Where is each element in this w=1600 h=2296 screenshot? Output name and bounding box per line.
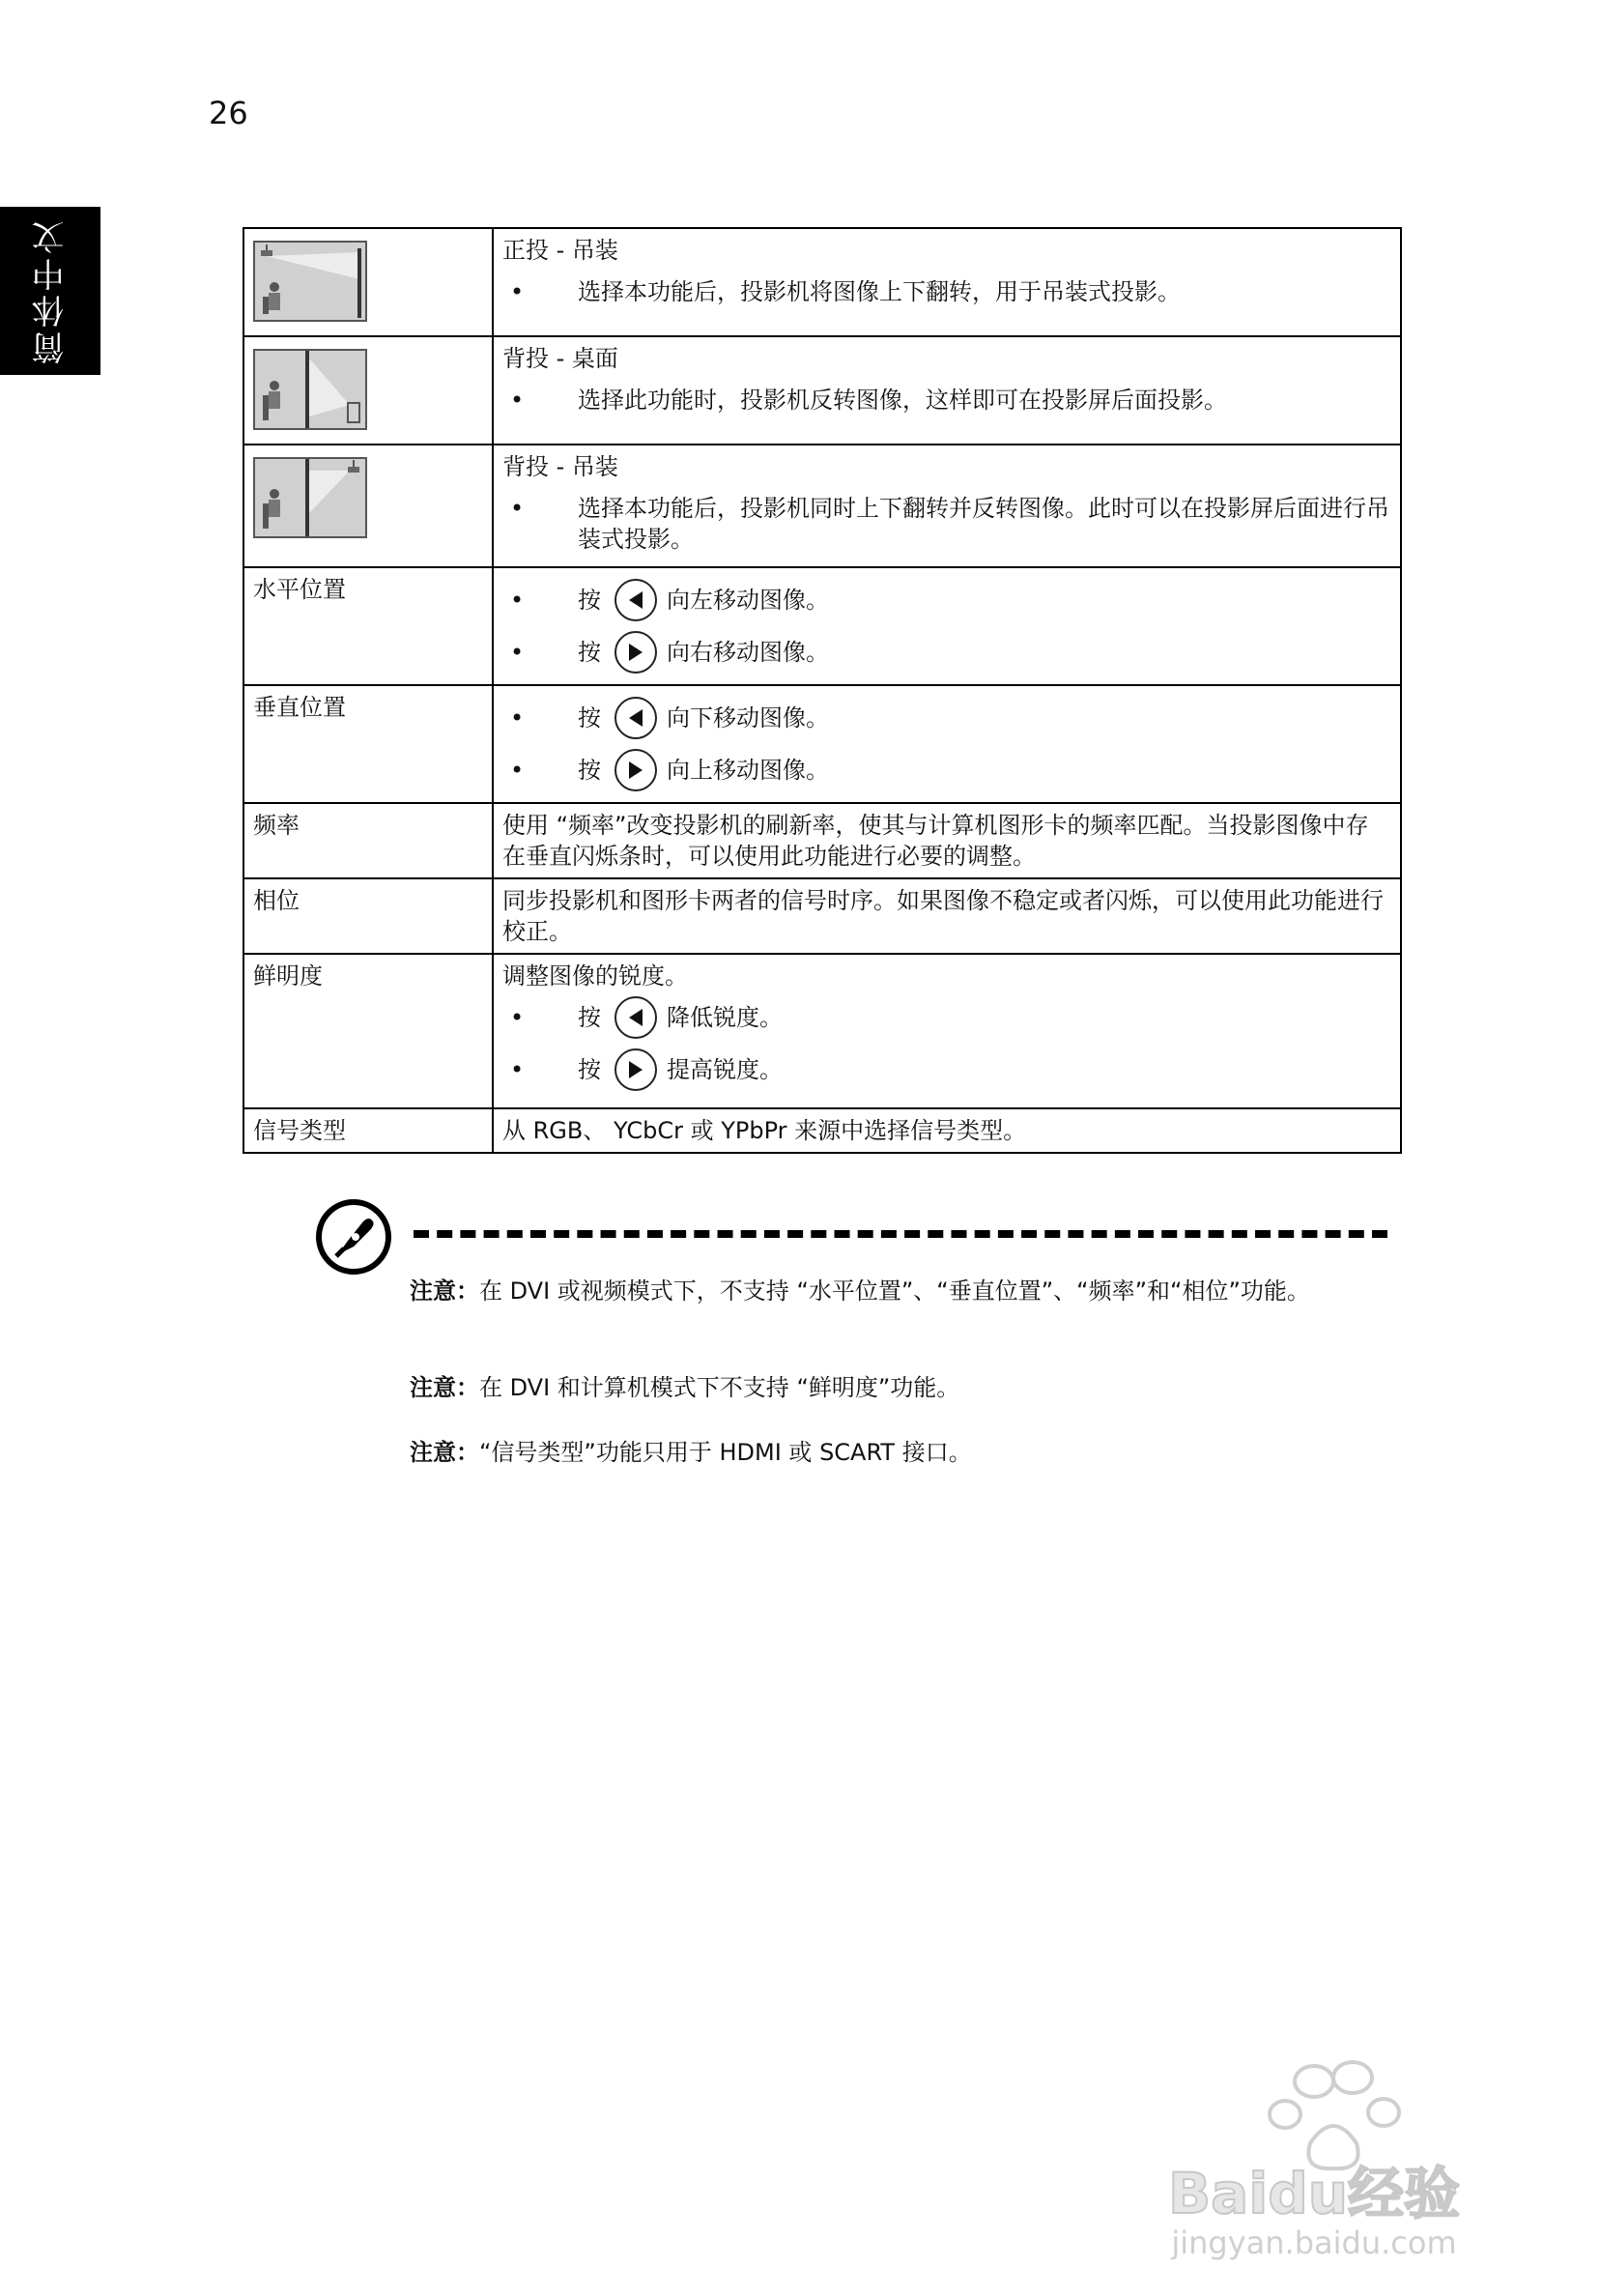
baidu-watermark-logo (1111, 2039, 1517, 2261)
bullet: • (510, 704, 525, 732)
sharpness-inc-text: 提高锐度。 (667, 1056, 783, 1083)
note-label: 注意： (410, 1439, 479, 1466)
row-rear-ceiling (243, 445, 1401, 567)
press-label: 按 (578, 639, 601, 666)
note-3 (410, 1435, 1376, 1470)
v-position-up-text: 向上移动图像。 (667, 757, 829, 784)
note-pen-icon (315, 1198, 392, 1276)
sharpness-desc: 调整图像的锐度。 (502, 962, 688, 990)
row-frequency (243, 803, 1401, 878)
sharpness-dec-text: 降低锐度。 (667, 1004, 783, 1031)
note-2-text: 在 DVI 和计算机模式下不支持 “鲜明度”功能。 (479, 1374, 960, 1401)
watermark-url: jingyan.baidu.com (1171, 2224, 1457, 2261)
v-position-down-text: 向下移动图像。 (667, 704, 829, 732)
right-arrow-icon (614, 631, 657, 674)
phase-desc: 同步投影机和图形卡两者的信号时序。如果图像不稳定或者闪烁，可以使用此功能进行校正。 (493, 878, 1401, 954)
note-1 (410, 1274, 1376, 1308)
phase-label: 相位 (243, 878, 493, 954)
rear-desktop-projection-icon (253, 349, 367, 430)
settings-table (243, 227, 1402, 1154)
press-label: 按 (578, 587, 601, 614)
watermark-brand: Baidu经验 (1167, 2161, 1461, 2226)
bullet: • (510, 1004, 525, 1031)
h-position-label: 水平位置 (243, 567, 493, 685)
note-divider (414, 1230, 1387, 1238)
row-ceiling-front (243, 228, 1401, 336)
right-arrow-icon (614, 1048, 657, 1091)
signal-type-label: 信号类型 (243, 1108, 493, 1153)
rear-desktop-title: 背投 - 桌面 (502, 345, 618, 372)
rear-ceiling-title: 背投 - 吊装 (502, 453, 618, 480)
right-arrow-icon (614, 749, 657, 791)
bullet: • (510, 587, 525, 614)
note-3-text: “信号类型”功能只用于 HDMI 或 SCART 接口。 (479, 1439, 972, 1466)
rear-ceiling-projection-icon (253, 457, 367, 538)
row-phase (243, 878, 1401, 954)
row-rear-desktop (243, 336, 1401, 445)
bullet: • (510, 495, 525, 522)
row-v-position (243, 685, 1401, 803)
press-label: 按 (578, 757, 601, 784)
bullet: • (510, 639, 525, 666)
v-position-label: 垂直位置 (243, 685, 493, 803)
bullet: • (510, 757, 525, 784)
left-arrow-icon (614, 697, 657, 739)
note-1-text: 在 DVI 或视频模式下，不支持 “水平位置”、“垂直位置”、“频率”和“相位”功能。 (479, 1277, 1310, 1305)
rear-ceiling-desc: 选择本功能后，投影机同时上下翻转并反转图像。此时可以在投影屏后面进行吊装式投影。 (578, 495, 1389, 553)
h-position-right-text: 向右移动图像。 (667, 639, 829, 666)
note-label: 注意： (410, 1277, 479, 1305)
left-arrow-icon (614, 579, 657, 621)
row-sharpness (243, 954, 1401, 1108)
row-h-position (243, 567, 1401, 685)
frequency-desc: 使用 “频率”改变投影机的刷新率，使其与计算机图形卡的频率匹配。当投影图像中存在垂直闪烁条时，可以使用此功能进行必要的调整。 (493, 803, 1401, 878)
side-tab-label: 简体中文 (31, 217, 71, 364)
bullet: • (510, 278, 525, 305)
language-side-tab (0, 207, 100, 375)
press-label: 按 (578, 1004, 601, 1031)
bullet: • (510, 1056, 525, 1083)
frequency-label: 频率 (243, 803, 493, 878)
ceiling-front-title: 正投 - 吊装 (502, 237, 618, 264)
bullet: • (510, 387, 525, 414)
press-label: 按 (578, 704, 601, 732)
rear-desktop-desc: 选择此功能时，投影机反转图像，这样即可在投影屏后面投影。 (578, 387, 1227, 414)
left-arrow-icon (614, 996, 657, 1039)
note-2 (410, 1370, 1376, 1405)
page-number: 26 (209, 95, 248, 131)
ceiling-front-projection-icon (253, 241, 367, 322)
sharpness-label: 鲜明度 (243, 954, 493, 1108)
signal-type-desc: 从 RGB、 YCbCr 或 YPbPr 来源中选择信号类型。 (493, 1108, 1401, 1153)
press-label: 按 (578, 1056, 601, 1083)
ceiling-front-desc: 选择本功能后，投影机将图像上下翻转，用于吊装式投影。 (578, 278, 1181, 305)
h-position-left-text: 向左移动图像。 (667, 587, 829, 614)
note-label: 注意： (410, 1374, 479, 1401)
row-signal-type (243, 1108, 1401, 1153)
